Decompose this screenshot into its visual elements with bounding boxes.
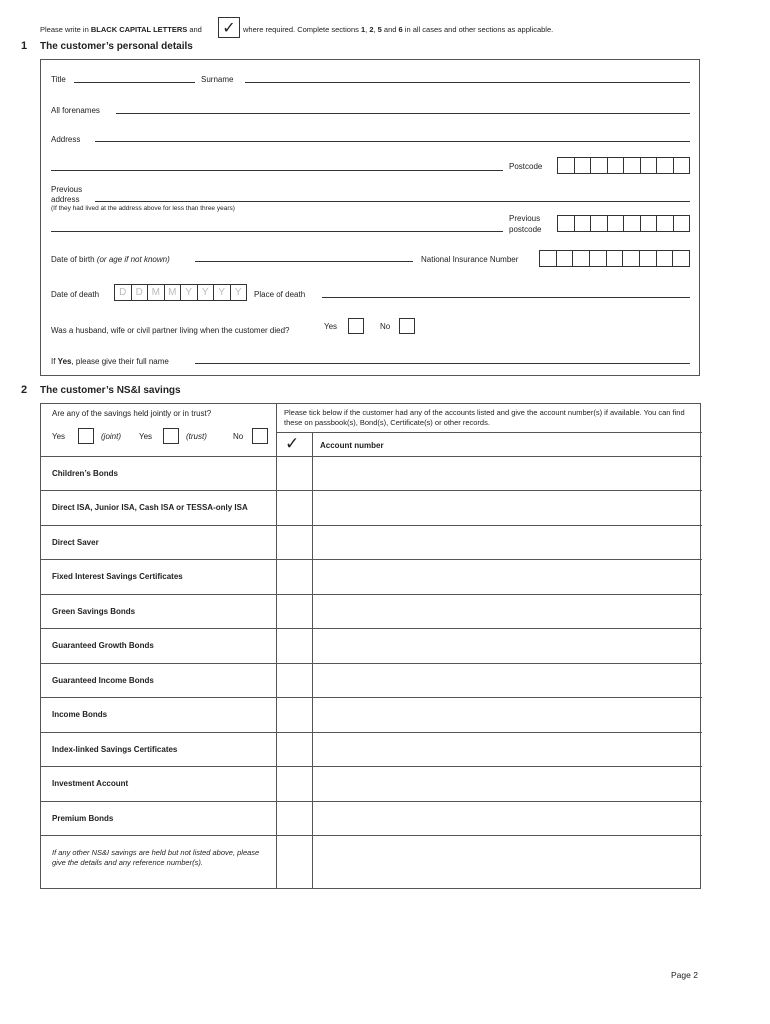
spouse-no-checkbox[interactable]	[399, 318, 415, 334]
previous-address-field-line-2[interactable]	[51, 231, 503, 232]
spouse-no-label: No	[380, 322, 391, 331]
surname-field[interactable]	[245, 82, 690, 83]
joint-no-checkbox[interactable]	[252, 428, 268, 444]
postcode-label: Postcode	[509, 162, 543, 171]
product-name: Guaranteed Growth Bonds	[52, 641, 154, 650]
title-field[interactable]	[74, 82, 195, 83]
header-divider	[277, 432, 702, 433]
forenames-label: All forenames	[51, 106, 100, 115]
product-name: Guaranteed Income Bonds	[52, 676, 154, 685]
title-label: Title	[51, 75, 66, 84]
product-name: Index-linked Savings Certificates	[52, 745, 178, 754]
spouse-name-field[interactable]	[195, 363, 690, 364]
address-field-line-2[interactable]	[51, 170, 503, 171]
ni-number-boxes[interactable]	[539, 250, 690, 267]
product-name: Direct Saver	[52, 538, 99, 547]
joint-checkbox[interactable]	[78, 428, 94, 444]
instructions-sections: where required. Complete sections 1, 2, 5 and 6 in all cases and other sections as applicable.	[243, 25, 554, 34]
address-label: Address	[51, 135, 81, 144]
product-name: Direct ISA, Junior ISA, Cash ISA or TESSA-only ISA	[52, 503, 248, 512]
trust-label: (trust)	[186, 432, 207, 441]
previous-postcode-label-1: Previous	[509, 214, 541, 223]
spouse-question: Was a husband, wife or civil partner living when the customer died?	[51, 326, 290, 335]
product-name: Fixed Interest Savings Certificates	[52, 572, 183, 581]
account-number-header: Account number	[320, 441, 384, 450]
previous-postcode-label-2: postcode	[509, 225, 542, 234]
other-savings-note: If any other NS&I savings are held but not listed above, please give the details and any reference number(s).	[52, 848, 260, 867]
tick-cells[interactable]	[277, 457, 312, 889]
instructions-text: Please write in BLACK CAPITAL LETTERS and	[40, 25, 202, 34]
dod-label: Date of death	[51, 290, 100, 299]
product-name: Income Bonds	[52, 710, 108, 719]
section-1-title: The customer’s personal details	[40, 41, 193, 52]
previous-address-label-1: Previous	[51, 185, 83, 194]
previous-address-note: (If they had lived at the address above for less than three years)	[51, 205, 235, 212]
previous-postcode-boxes[interactable]	[557, 215, 690, 232]
pod-label: Place of death	[254, 290, 306, 299]
joint-no-label: No	[233, 432, 244, 441]
forenames-field[interactable]	[116, 113, 690, 114]
dob-field[interactable]	[195, 261, 413, 262]
section-2-number: 2	[21, 384, 28, 396]
spouse-yes-label: Yes	[324, 322, 338, 331]
product-name: Investment Account	[52, 779, 129, 788]
product-name: Premium Bonds	[52, 814, 114, 823]
address-field-line-1[interactable]	[95, 141, 690, 142]
section-1-number: 1	[21, 40, 28, 52]
previous-address-label-2: address	[51, 195, 80, 204]
savings-table	[40, 403, 701, 889]
example-tick-box	[218, 17, 240, 38]
dob-label: Date of birth (or age if not known)	[51, 255, 170, 264]
page-number: Page 2	[671, 970, 698, 980]
pod-field[interactable]	[322, 297, 690, 298]
trust-checkbox[interactable]	[163, 428, 179, 444]
product-name: Green Savings Bonds	[52, 607, 136, 616]
tick-icon: ✓	[222, 18, 236, 37]
spouse-yes-checkbox[interactable]	[348, 318, 364, 334]
section-2-title: The customer’s NS&I savings	[40, 385, 181, 396]
tick-instruction: Please tick below if the customer had any of the accounts listed and give the account number(s) if available. You can find these on passbook(s), Bond(s), Certificate(s) or other records.	[284, 408, 685, 427]
surname-label: Surname	[201, 75, 234, 84]
ni-number-label: National Insurance Number	[421, 255, 519, 264]
joint-yes-label: Yes	[52, 432, 66, 441]
product-name: Children’s Bonds	[52, 469, 118, 478]
joint-question: Are any of the savings held jointly or in trust?	[52, 409, 212, 418]
trust-yes-label: Yes	[139, 432, 153, 441]
postcode-boxes[interactable]	[557, 157, 690, 174]
previous-address-field-line-1[interactable]	[95, 201, 690, 202]
dod-boxes[interactable]: D D M M Y Y Y Y	[114, 284, 247, 301]
tick-column-icon: ✓	[285, 434, 300, 454]
spouse-name-label: If Yes, please give their full name	[51, 357, 169, 366]
joint-label: (joint)	[101, 432, 122, 441]
account-number-cells[interactable]	[313, 457, 701, 889]
